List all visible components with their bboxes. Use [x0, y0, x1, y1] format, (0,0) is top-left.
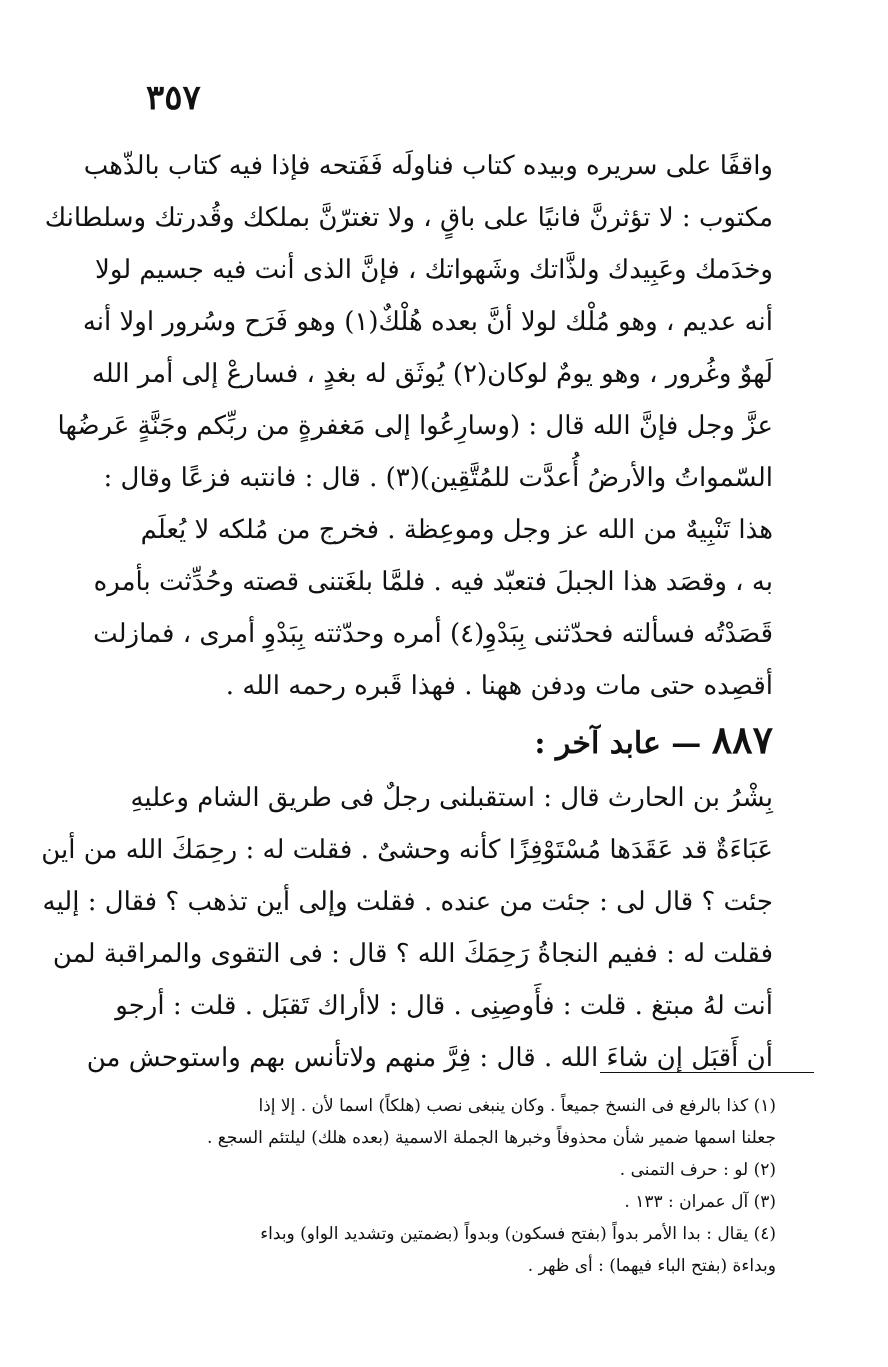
footnote-line: (١) كذا بالرفع فى النسخ جميعاً . وكان ينبغى نصب (هلكاً) اسما لأن . إلا إذا	[258, 1096, 776, 1116]
footnote-line: (٢) لو : حرف التمنى .	[619, 1160, 776, 1180]
text-line: هذا تَنْبِيهٌ من الله عز وجل وموعِظة . فخرج من مُلكه لا يُعلَم	[140, 515, 773, 545]
text-line: وخدَمك وعَبِيدك ولذَّاتك وشَهواتك ، فإنَّ الذى أنت فيه جسيم لولا	[94, 255, 773, 285]
entry-title: — عابد آخر :	[534, 726, 702, 761]
body-text	[41, 140, 773, 1084]
text-line: به ، وقصَد هذا الجبلَ فتعبّد فيه . فلمَّا بلغَتنى قصته وحُدِّثت بأمره	[93, 567, 773, 597]
footnote-line: (٤) يقال : بدا الأمر بدواً (بفتح فسكون) وبدواً (بضمتين وتشديد الواو) وبداء	[260, 1224, 776, 1244]
text-line: أنت لهُ مبتغ . قلت : فأَوصِنِى . قال : لاأراك تَقبَل . قلت : أرجو	[115, 991, 773, 1021]
footnote-divider	[600, 1072, 814, 1073]
footnotes	[128, 1090, 776, 1282]
text-line: عزَّ وجل فإنَّ الله قال : (وسارِعُوا إلى مَغفرةٍ من ربِّكم وجَنَّةٍ عَرضُها	[57, 411, 773, 441]
text-line: بِشْرُ بن الحارث قال : استقبلنى رجلٌ فى طريق الشام وعليهِ	[130, 783, 773, 813]
text-line: قَصَدْتُه فسألته فحدّثنى بِبَدْوِ(٤) أمره وحدّثته بِبَدْوِ أمرى ، فمازلت	[93, 619, 773, 649]
text-line: واقفًا على سريره وبيده كتاب فناولَه فَفَتحه فإذا فيه كتاب بالذّهب	[83, 151, 773, 181]
text-line: أن أَقبَل إن شاءَ الله . قال : فِرَّ منهم ولاتأنس بهم واستوحش من	[86, 1043, 773, 1073]
footnote-line: (٣) آل عمران : ١٣٣ .	[624, 1192, 776, 1212]
text-line: السّمواتُ والأرضُ أُعدَّت للمُتَّقِين)(٣) . قال : فانتبه فزعًا وقال :	[103, 463, 773, 493]
text-line: أنه عديم ، وهو مُلْك لولا أنَّ بعده هُلْكٌ(١) وهو فَرَح وسُرور اولا أنه	[82, 307, 773, 337]
entry-heading	[150, 712, 773, 772]
footnote-line: وبداءة (بفتح الباء فيهما) : أى ظهر .	[527, 1256, 776, 1276]
text-line: فقلت له : ففيم النجاةُ رَحِمَكَ الله ؟ قال : فى التقوى والمراقبة لمن	[52, 939, 773, 969]
entry-number: ٨٨٧	[711, 717, 773, 762]
text-line: جئت ؟ قال لى : جئت من عنده . فقلت وإلى أين تذهب ؟ فقال : إليه	[42, 887, 773, 917]
text-line: أقصِده حتى مات ودفن ههنا . فهذا قَبره رحمه الله .	[225, 671, 773, 701]
page-number: ٣٥٧	[146, 78, 201, 118]
text-line: عَبَاءَةٌ قد عَقَدَها مُسْتَوْفِزًا كأنه وحشىٌ . فقلت له : رحِمَكَ الله من أين	[41, 835, 773, 865]
footnote-line: جعلنا اسمها ضمير شأن محذوفاً وخبرها الجملة الاسمية (بعده هلك) ليلتئم السجع .	[206, 1128, 776, 1148]
text-line: مكتوب : لا تؤثرنَّ فانيًا على باقٍ ، ولا تغترّنَّ بملكك وقُدرتك وسلطانك	[44, 203, 773, 233]
text-line: لَهوٌ وغُرور ، وهو يومٌ لوكان(٢) يُوثَق له بغدٍ ، فسارعْ إلى أمر الله	[91, 359, 773, 389]
